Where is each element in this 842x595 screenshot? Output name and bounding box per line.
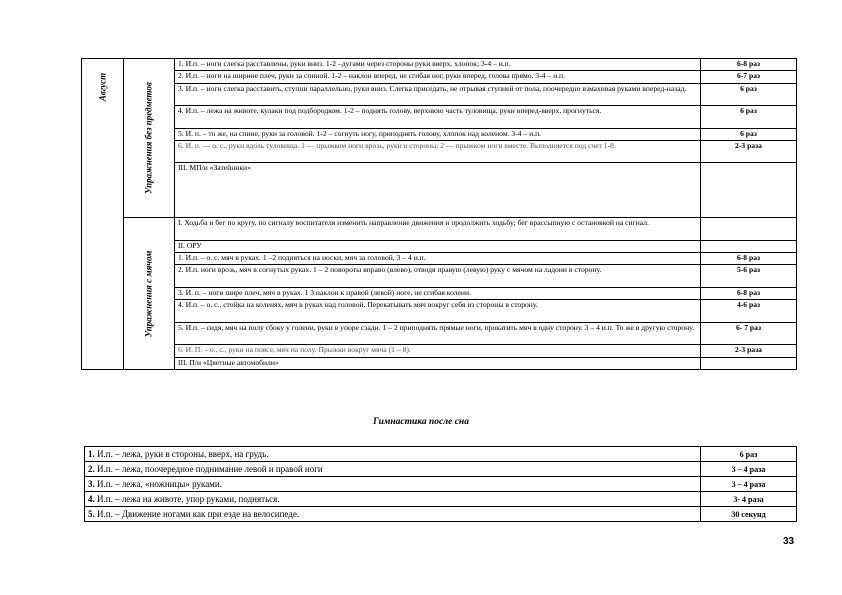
table-row <box>85 507 797 522</box>
exercise-number: 2. <box>88 463 95 474</box>
table-row <box>85 477 797 492</box>
repetition-count: 2-3 раза <box>701 141 797 163</box>
month-label: Август <box>97 72 107 102</box>
after-sleep-table-body <box>85 447 797 522</box>
table-row <box>82 357 797 369</box>
repetition-count: 3 – 4 раза <box>701 462 797 477</box>
repetition-count: 5-6 раз <box>701 265 797 287</box>
repetition-count: 3- 4 раза <box>701 492 797 507</box>
section-heading: Гимнастика после сна <box>373 417 469 427</box>
exercise-text-cell <box>85 507 701 522</box>
section-b-label-cell <box>124 218 175 370</box>
exercise-text: 3. И. п. – ноги шире плеч, мяч в руках. 1 3 наклон к правой (левой) ноге, не сгибая колени. <box>175 287 701 299</box>
table-row <box>82 106 797 128</box>
table-row <box>82 265 797 287</box>
repetition-count <box>701 218 797 240</box>
exercise-text: 6. И. п. — о. с., руки вдоль туловища. 1 — прыжком ноги врозь, руки в стороны; 2 — прыжком ноги вместе. Выполняется под счет 1-8. <box>175 141 701 163</box>
section-a-label-cell <box>124 59 175 218</box>
repetition-count: 2-3 раза <box>701 345 797 357</box>
table-row <box>82 83 797 105</box>
exercise-text: 5. И. п. – то же, на спине, руки за головой. 1-2 – согнуть ногу, приподнять голову, хлопок над коленом. 3-4 – и.п. <box>175 128 701 140</box>
exercise-text-cell <box>85 462 701 477</box>
table-row <box>82 218 797 240</box>
exercise-table <box>81 58 797 370</box>
exercise-text: 2. И.п. – ноги на ширине плеч, руки за спиной. 1-2 – наклон вперед, не сгибая ног, руки вперед, голова прямо. 3-4 – и.п. <box>175 71 701 83</box>
table-row <box>85 462 797 477</box>
table-row <box>82 300 797 322</box>
exercise-text: И.п. – лежа на животе, упор руками, подняться. <box>94 493 280 504</box>
table-row <box>82 345 797 357</box>
section-label: Упражнения с мячом <box>143 250 154 337</box>
section-label: Упражнения без предметов <box>143 82 154 194</box>
exercise-text: 4. И.п. – лежа на животе, кулаки под подбородком. 1-2 – поднять голову, верхнюю часть туловища, руки вперед-вверх, прогнуться. <box>175 106 701 128</box>
exercise-text: III. МП/и «Затейники» <box>175 163 701 218</box>
exercise-text: I. Ходьба и бег по кругу, по сигналу воспитателя изменить направление движения и продолжить ходьбу; бег врассыпную с остановкой на сигнал. <box>175 218 701 240</box>
repetition-count: 6-7 раз <box>701 71 797 83</box>
repetition-count: 6 раз <box>701 447 797 462</box>
month-cell <box>82 59 124 370</box>
exercise-text: И.п. – Движение ногами как при езде на велосипеде. <box>94 508 300 519</box>
repetition-count: 6-8 раз <box>701 253 797 265</box>
exercise-text: 5. И.п. – сидя, мяч на полу сбоку у голени, руки в упоре сзади. 1 – 2 приподнять прямые ноги, прокатить мяч в одну сторону. 3 – 4 и.п. То же в другую сторону. <box>175 322 701 344</box>
repetition-count: 30 секунд <box>701 507 797 522</box>
exercise-text: 2. И.п. ноги врозь, мяч в согнутых руках. 1 – 2 повороты вправо (влево), отводя правую (левую) руку с мячом на ладони в сторону. <box>175 265 701 287</box>
repetition-count: 6- 7 раз <box>701 322 797 344</box>
exercise-text-cell <box>85 447 701 462</box>
repetition-count <box>701 357 797 369</box>
table-row <box>82 141 797 163</box>
exercise-text: 1. И.п. – ноги слегка расставлены, руки вниз. 1-2 –дугами через стороны руки вверх, хлопок; 3-4 – и.п. <box>175 59 701 71</box>
repetition-count <box>701 163 797 218</box>
table-row <box>85 492 797 507</box>
exercise-table-body <box>82 59 797 370</box>
exercise-text: 3. И.п. – ноги слегка расставить, ступни параллельно, руки вниз. Слегка приседать, не отрывая ступней от пола, поочередно взмахивая руками вперед-назад. <box>175 83 701 105</box>
table-row <box>82 253 797 265</box>
exercise-text: 4. И.п. – о. с., стойка на коленях, мяч в руках над головой. Перекатывать мяч вокруг себя из стороны в сторону. <box>175 300 701 322</box>
after-sleep-table <box>84 446 797 522</box>
exercise-text-cell <box>85 492 701 507</box>
exercise-text: И.п. – лежа, «ножницы» руками. <box>94 478 222 489</box>
repetition-count: 4-6 раз <box>701 300 797 322</box>
exercise-text: 6. И. П. – о., с., руки на поясе, мяч на полу. Прыжки вокруг мяча (1 – 8). <box>175 345 701 357</box>
repetition-count: 6-8 раз <box>701 59 797 71</box>
exercise-number: 4. <box>88 493 95 504</box>
table-row <box>82 128 797 140</box>
table-row <box>82 163 797 218</box>
exercise-number: 1. <box>88 448 95 459</box>
exercise-text: III. П/и «Цветные автомобили» <box>175 357 701 369</box>
table-row <box>82 59 797 71</box>
exercise-text: 1. И.п. – о. с. мяч в руках. 1 –2 подняться на носки, мяч за головой, 3 – 4 и.п. <box>175 253 701 265</box>
exercise-number: 3. <box>88 478 95 489</box>
exercise-text: И.п. – лежа, руки в стороны, вверх, на грудь. <box>94 448 269 459</box>
repetition-count: 6-8 раз <box>701 287 797 299</box>
repetition-count: 3 – 4 раза <box>701 477 797 492</box>
table-row <box>82 71 797 83</box>
exercise-number: 5. <box>88 508 95 519</box>
page-number: 33 <box>783 536 795 547</box>
repetition-count <box>701 240 797 252</box>
exercise-text-cell <box>85 477 701 492</box>
exercise-text: И.п. – лежа, поочередное поднимание левой и правой ноги <box>94 463 323 474</box>
table-row <box>82 287 797 299</box>
table-row <box>82 240 797 252</box>
repetition-count: 6 раз <box>701 83 797 105</box>
repetition-count: 6 раз <box>701 106 797 128</box>
table-row <box>85 447 797 462</box>
table-row <box>82 322 797 344</box>
repetition-count: 6 раз <box>701 128 797 140</box>
exercise-text: II. ОРУ <box>175 240 701 252</box>
